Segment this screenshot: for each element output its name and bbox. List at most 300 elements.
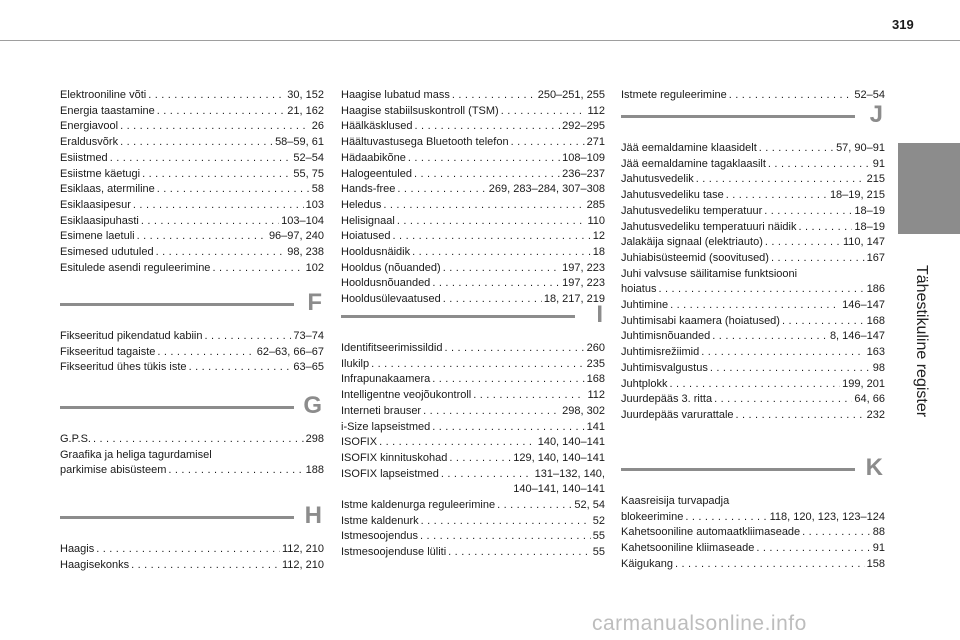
index-entry bbox=[621, 510, 885, 526]
index-entry-term: Intelligentne veojõukontroll bbox=[341, 389, 472, 402]
index-entry-term: G.P.S. bbox=[60, 433, 91, 445]
letter-heading bbox=[60, 289, 324, 325]
index-entry-pages: 62–63, 66–67 bbox=[256, 345, 324, 358]
index-entry-term: Istme kaldenurga reguleerimine bbox=[341, 499, 496, 512]
dot-leader bbox=[782, 314, 865, 330]
index-entry-pages: 250–251, 255 bbox=[537, 89, 605, 101]
index-entry-term: ISOFIX kinnituskohad bbox=[341, 451, 448, 464]
index-entry bbox=[60, 167, 324, 183]
dot-leader bbox=[133, 198, 304, 214]
index-entry-term: Hooldusnõuanded bbox=[341, 277, 431, 290]
dot-leader bbox=[444, 341, 584, 357]
dot-leader bbox=[802, 525, 871, 541]
dot-leader bbox=[710, 361, 871, 377]
dot-leader bbox=[441, 467, 533, 483]
index-entry bbox=[621, 314, 885, 330]
dot-leader bbox=[415, 119, 561, 135]
index-entry bbox=[60, 463, 324, 479]
index-entry-term: Juhiabisüsteemid (soovitused) bbox=[621, 251, 769, 264]
header-rule bbox=[0, 40, 960, 41]
index-entry bbox=[60, 104, 324, 120]
dot-leader bbox=[96, 542, 280, 558]
index-entry-pages: 21, 162 bbox=[287, 104, 324, 117]
index-entry bbox=[341, 276, 605, 292]
index-entry-term: Fikseeritud ühes tükis iste bbox=[60, 361, 187, 374]
index-entry-term: Jalakäija signaal (elektriauto) bbox=[621, 236, 763, 249]
index-entry-pages: 298, 302 bbox=[562, 404, 605, 417]
index-entry-pages: 55, 75 bbox=[293, 167, 324, 180]
index-entry-term: Esimesed udutuled bbox=[60, 246, 154, 259]
heading-rule bbox=[60, 406, 294, 409]
index-entry bbox=[341, 104, 605, 120]
index-entry-term: Hoiatused bbox=[341, 230, 391, 243]
index-entry-pages: 298 bbox=[305, 433, 324, 445]
index-entry-pages: 131–132, 140, bbox=[534, 467, 605, 480]
index-entry-term: Istmesoojendus bbox=[341, 530, 419, 543]
dot-leader bbox=[204, 329, 291, 345]
dot-leader bbox=[432, 420, 584, 436]
index-entry-pages: 58 bbox=[311, 183, 324, 196]
dot-leader bbox=[443, 261, 560, 277]
dot-leader bbox=[421, 514, 591, 530]
dot-leader bbox=[120, 119, 310, 135]
index-entry-term: Fikseeritud pikendatud kabiin bbox=[60, 330, 203, 342]
heading-rule bbox=[621, 115, 855, 118]
index-entry bbox=[341, 245, 605, 261]
index-entry bbox=[341, 261, 605, 277]
index-entry bbox=[341, 420, 605, 436]
index-entry-term: Esitulede asendi reguleerimine bbox=[60, 261, 211, 274]
index-entry bbox=[341, 357, 605, 373]
index-entry bbox=[621, 157, 885, 173]
index-entry bbox=[621, 345, 885, 361]
dot-leader bbox=[157, 182, 310, 198]
index-entry-pages: 52, 54 bbox=[574, 499, 605, 512]
index-entry-term: Jää eemaldamine tagaklaasilt bbox=[621, 157, 766, 170]
index-entry-pages: 64, 66 bbox=[854, 393, 885, 406]
dot-leader bbox=[452, 88, 536, 104]
index-entry-pages: 57, 90–91 bbox=[836, 142, 885, 154]
index-entry bbox=[60, 119, 324, 135]
letter-heading bbox=[621, 101, 885, 137]
dot-leader bbox=[412, 245, 591, 261]
index-entry-term: ISOFIX lapseistmed bbox=[341, 467, 439, 480]
index-entry bbox=[60, 135, 324, 151]
index-entry bbox=[341, 435, 605, 451]
index-entry-pages: 129, 140, 140–141 bbox=[513, 451, 605, 464]
dot-leader bbox=[726, 188, 828, 204]
dot-leader bbox=[156, 245, 286, 261]
index-entry-term: blokeerimine bbox=[621, 510, 684, 523]
index-entry-pages: 103 bbox=[305, 198, 324, 211]
index-entry-pages: 215 bbox=[866, 173, 885, 186]
index-entry-term: Istmete reguleerimine bbox=[621, 89, 727, 101]
index-entry bbox=[621, 361, 885, 377]
index-entry-pages: 58–59, 61 bbox=[275, 136, 324, 149]
index-entry-pages: 88 bbox=[872, 526, 885, 539]
index-entry-term: Esiklaasipuhasti bbox=[60, 214, 139, 227]
index-entry bbox=[60, 151, 324, 167]
dot-leader bbox=[736, 408, 865, 424]
dot-leader bbox=[397, 182, 486, 198]
index-entry-pages: 18–19, 215 bbox=[829, 189, 885, 202]
index-entry-pages: 232 bbox=[866, 408, 885, 421]
index-entry-pages: 103–104 bbox=[281, 214, 324, 227]
index-entry-pages: 96–97, 240 bbox=[268, 230, 324, 243]
index-entry bbox=[621, 408, 885, 424]
dot-leader bbox=[212, 261, 303, 277]
dot-leader bbox=[799, 220, 853, 236]
index-entry-pages: 55 bbox=[592, 546, 605, 559]
index-entry bbox=[621, 251, 885, 267]
index-entry bbox=[621, 329, 885, 345]
index-entry bbox=[621, 172, 885, 188]
index-entry bbox=[621, 377, 885, 393]
index-entry bbox=[621, 298, 885, 314]
index-group-continued bbox=[60, 88, 324, 276]
index-entry bbox=[60, 245, 324, 261]
index-entry bbox=[341, 514, 605, 530]
heading-letter: I bbox=[596, 301, 603, 328]
dot-leader bbox=[408, 151, 560, 167]
page-number: 319 bbox=[892, 17, 914, 32]
index-entry-pages: 168 bbox=[586, 373, 605, 386]
index-entry-term: Istme kaldenurk bbox=[341, 514, 419, 527]
index-entry-term: parkimise abisüsteem bbox=[60, 464, 167, 477]
watermark: carmanualsonline.info bbox=[592, 612, 807, 635]
index-entry-pages: 52 bbox=[592, 514, 605, 527]
index-entry-term: Juurdepääs varurattale bbox=[621, 408, 734, 421]
index-entry-pages: 285 bbox=[586, 198, 605, 211]
index-entry bbox=[621, 220, 885, 236]
index-entry-pages: 271 bbox=[586, 136, 605, 149]
dot-leader bbox=[714, 392, 852, 408]
index-entry-pages: 98, 238 bbox=[287, 246, 324, 259]
dot-leader bbox=[669, 377, 840, 393]
index-group-j bbox=[621, 141, 885, 424]
index-entry-pages: 102 bbox=[305, 261, 324, 274]
index-entry-pages: 91 bbox=[872, 157, 885, 170]
dot-leader bbox=[670, 298, 840, 314]
heading-letter: F bbox=[307, 289, 322, 316]
index-entry-pages: 18 bbox=[592, 246, 605, 259]
index-entry-term: Elektrooniline võti bbox=[60, 89, 147, 101]
heading-rule bbox=[60, 516, 294, 519]
index-entry-term: Esiistmed bbox=[60, 151, 108, 164]
dot-leader bbox=[765, 235, 841, 251]
index-entry-term: Energia taastamine bbox=[60, 104, 155, 117]
dot-leader bbox=[448, 545, 591, 561]
index-entry-pages: 197, 223 bbox=[562, 261, 605, 274]
index-entry-pages: 91 bbox=[872, 542, 885, 555]
index-entry-term: Esiistme käetugi bbox=[60, 167, 141, 180]
index-entry bbox=[621, 541, 885, 557]
index-entry-term: i-Size lapseistmed bbox=[341, 420, 431, 433]
index-entry-pages: 235 bbox=[586, 357, 605, 370]
index-entry bbox=[341, 214, 605, 230]
index-entry bbox=[621, 188, 885, 204]
index-entry-pages: 73–74 bbox=[293, 330, 324, 342]
index-entry-pages: 112, 210 bbox=[281, 558, 324, 571]
index-entry bbox=[60, 88, 324, 104]
dot-leader bbox=[141, 214, 279, 230]
index-entry-pages: 188 bbox=[305, 464, 324, 477]
index-entry bbox=[60, 542, 324, 558]
index-entry bbox=[621, 392, 885, 408]
dot-leader bbox=[379, 435, 536, 451]
index-entry-pages: 30, 152 bbox=[287, 89, 324, 101]
dot-leader bbox=[759, 141, 834, 157]
index-entry-term: Haagis bbox=[60, 543, 95, 555]
heading-letter: H bbox=[304, 502, 322, 529]
index-entry-pages: 52–54 bbox=[854, 89, 885, 101]
index-entry bbox=[341, 451, 605, 467]
dot-leader bbox=[137, 229, 267, 245]
side-title: Tähestikuline register bbox=[913, 265, 930, 418]
index-entry-term: Helisignaal bbox=[341, 214, 395, 227]
index-entry-pages: 140, 140–141 bbox=[537, 436, 605, 449]
index-entry-term: Jahutusvedeliku temperatuur bbox=[621, 204, 763, 217]
dot-leader bbox=[371, 357, 585, 373]
heading-rule bbox=[621, 468, 855, 471]
index-entry-term: Hooldusülevaatused bbox=[341, 293, 441, 306]
index-entry bbox=[341, 372, 605, 388]
index-entry bbox=[341, 467, 605, 483]
index-entry bbox=[60, 261, 324, 277]
index-entry-pages: 110 bbox=[587, 214, 605, 227]
index-entry bbox=[341, 88, 605, 104]
index-entry-term: Jahutusvedelik bbox=[621, 173, 694, 186]
dot-leader bbox=[696, 172, 865, 188]
dot-leader bbox=[768, 157, 871, 173]
index-entry-term: Esiklaasipesur bbox=[60, 198, 131, 211]
index-entry bbox=[60, 432, 324, 448]
index-entry-pages: 108–109 bbox=[562, 151, 605, 164]
dot-leader bbox=[658, 282, 864, 298]
dot-leader bbox=[685, 510, 767, 526]
dot-leader bbox=[756, 541, 870, 557]
index-group-f bbox=[60, 329, 324, 376]
index-entry-term: Hädaabikõne bbox=[341, 151, 406, 164]
index-entry-term: Juhtplokk bbox=[621, 377, 668, 390]
index-group-continued bbox=[341, 88, 605, 308]
dot-leader bbox=[148, 88, 285, 104]
index-entry-pages: 197, 223 bbox=[562, 277, 605, 290]
index-entry-term: Haagisekonks bbox=[60, 558, 130, 571]
index-entry bbox=[341, 135, 605, 151]
index-entry-pages: 236–237 bbox=[562, 167, 605, 180]
index-entry bbox=[60, 360, 324, 376]
index-entry bbox=[341, 182, 605, 198]
index-entry bbox=[341, 404, 605, 420]
dot-leader bbox=[701, 345, 864, 361]
index-entry bbox=[621, 141, 885, 157]
index-entry-term: Esiklaas, atermiline bbox=[60, 183, 155, 196]
dot-leader bbox=[675, 557, 865, 573]
index-entry-term: Hands-free bbox=[341, 183, 396, 196]
index-entry-term: hoiatus bbox=[621, 283, 657, 296]
index-entry-text: Kaasreisija turvapadja bbox=[621, 495, 730, 507]
index-entry-pages: 199, 201 bbox=[842, 377, 885, 390]
index-entry-pages: 18–19 bbox=[854, 204, 885, 217]
index-entry-pages: 98 bbox=[872, 361, 885, 374]
index-entry bbox=[621, 557, 885, 573]
heading-letter: G bbox=[303, 392, 322, 419]
index-entry-term: Juhtimisrežiimid bbox=[621, 346, 700, 359]
dot-leader bbox=[501, 104, 586, 120]
index-entry bbox=[621, 282, 885, 298]
index-entry-pages: 158 bbox=[866, 557, 885, 570]
dot-leader bbox=[449, 451, 511, 467]
index-entry-term: Jää eemaldamine klaasidelt bbox=[621, 142, 757, 154]
index-entry-term: Infrapunakaamera bbox=[341, 373, 431, 386]
index-entry-term: Interneti brauser bbox=[341, 404, 422, 417]
index-entry-pages: 112 bbox=[587, 104, 605, 117]
index-entry-term: Juhtimisnõuanded bbox=[621, 330, 711, 343]
index-entry bbox=[341, 167, 605, 183]
letter-heading bbox=[60, 502, 324, 538]
index-entry bbox=[341, 198, 605, 214]
index-entry-term: ISOFIX bbox=[341, 436, 378, 449]
dot-leader bbox=[189, 360, 292, 376]
dot-leader bbox=[473, 388, 585, 404]
index-entry bbox=[60, 229, 324, 245]
index-entry bbox=[60, 182, 324, 198]
dot-leader bbox=[432, 372, 584, 388]
index-entry bbox=[60, 558, 324, 574]
index-entry-term: Kahetsooniline automaatkliimaseade bbox=[621, 526, 801, 539]
index-entry bbox=[621, 204, 885, 220]
dot-leader bbox=[420, 529, 591, 545]
index-entry-pages: 52–54 bbox=[293, 151, 324, 164]
index-entry-term: Eraldusvõrk bbox=[60, 136, 119, 149]
letter-heading bbox=[621, 454, 885, 490]
index-entry bbox=[60, 345, 324, 361]
index-entry-term: Hooldusnäidik bbox=[341, 246, 411, 259]
index-entry-pages: 260 bbox=[586, 342, 605, 354]
index-entry-term: Ilukilp bbox=[341, 357, 370, 370]
dot-leader bbox=[383, 198, 584, 214]
index-group-i bbox=[341, 341, 605, 561]
dot-leader bbox=[712, 329, 828, 345]
index-entry-term: Fikseeritud tagaiste bbox=[60, 345, 156, 358]
dot-leader bbox=[168, 463, 303, 479]
index-entry-term: Kahetsooniline kliimaseade bbox=[621, 542, 755, 555]
index-group-k bbox=[621, 494, 885, 573]
dot-leader bbox=[764, 204, 852, 220]
index-entry-pages: 18, 217, 219 bbox=[543, 293, 605, 306]
index-entry-term: Juhtimisvalgustus bbox=[621, 361, 708, 374]
dot-leader bbox=[93, 432, 304, 448]
index-entry-pages: 141 bbox=[586, 420, 605, 433]
dot-leader bbox=[110, 151, 292, 167]
index-entry bbox=[341, 498, 605, 514]
index-entry-pages: 118, 120, 123, 123–124 bbox=[769, 510, 885, 523]
index-entry-term: Istmesoojenduse lüliti bbox=[341, 546, 447, 559]
index-entry-term: Jahutusvedeliku temperatuuri näidik bbox=[621, 220, 797, 233]
dot-leader bbox=[131, 558, 280, 574]
index-entry-pages: 292–295 bbox=[562, 120, 605, 133]
index-entry-pages: 167 bbox=[866, 251, 885, 264]
index-entry bbox=[341, 119, 605, 135]
index-entry-term: Esimene laetuli bbox=[60, 230, 135, 243]
index-entry-term: Juhtimine bbox=[621, 299, 669, 312]
dot-leader bbox=[393, 229, 591, 245]
index-entry-term: Juhtimisabi kaamera (hoiatused) bbox=[621, 314, 780, 327]
index-entry bbox=[341, 529, 605, 545]
index-entry-term: Identifitseerimissildid bbox=[341, 342, 443, 354]
index-entry-pages: 8, 146–147 bbox=[829, 330, 885, 343]
index-entry-term: Heledus bbox=[341, 198, 382, 211]
index-entry bbox=[341, 341, 605, 357]
index-entry-text: Graafika ja heliga tagurdamisel bbox=[60, 448, 212, 461]
index-entry-pages: 112 bbox=[587, 389, 605, 402]
index-entry-term: Käigukang bbox=[621, 557, 673, 570]
dot-leader bbox=[397, 214, 586, 230]
index-entry-term: Halogeentuled bbox=[341, 167, 412, 180]
index-entry bbox=[621, 525, 885, 541]
index-entry-pages: 112, 210 bbox=[281, 543, 324, 555]
dot-leader bbox=[497, 498, 572, 514]
index-entry-term: Haagise stabiilsuskontroll (TSM) bbox=[341, 104, 499, 117]
index-group-g bbox=[60, 432, 324, 479]
index-entry-pages: 55 bbox=[592, 530, 605, 543]
index-entry bbox=[341, 151, 605, 167]
index-entry-term: Energiavool bbox=[60, 120, 119, 133]
index-entry bbox=[60, 329, 324, 345]
index-entry-term: Juurdepääs 3. ritta bbox=[621, 393, 713, 406]
index-entry bbox=[341, 545, 605, 561]
index-entry-term: Häältuvastusega Bluetooth telefon bbox=[341, 136, 509, 149]
index-entry-pages: 146–147 bbox=[842, 299, 885, 312]
index-entry-pages: 186 bbox=[866, 283, 885, 296]
index-entry-term: Häälkäsklused bbox=[341, 120, 413, 133]
index-entry-pages: 163 bbox=[866, 346, 885, 359]
dot-leader bbox=[142, 167, 291, 183]
heading-letter: J bbox=[869, 101, 883, 128]
dot-leader bbox=[511, 135, 585, 151]
index-entry bbox=[341, 229, 605, 245]
index-entry-pages: 269, 283–284, 307–308 bbox=[488, 183, 605, 196]
heading-letter: K bbox=[865, 454, 883, 481]
index-entry-term: Jahutusvedeliku tase bbox=[621, 189, 724, 202]
dot-leader bbox=[423, 404, 560, 420]
section-tab bbox=[898, 143, 960, 234]
heading-rule bbox=[60, 303, 294, 306]
heading-rule bbox=[341, 315, 575, 318]
index-entry-pages: 26 bbox=[311, 120, 324, 133]
index-entry-term: Hooldus (nõuanded) bbox=[341, 261, 441, 274]
dot-leader bbox=[414, 167, 560, 183]
dot-leader bbox=[157, 104, 286, 120]
dot-leader bbox=[120, 135, 273, 151]
index-entry bbox=[60, 198, 324, 214]
index-entry-pages: 18–19 bbox=[854, 220, 885, 233]
index-entry-text: Juhi valvsuse säilitamise funktsiooni bbox=[621, 267, 798, 280]
index-group-h bbox=[60, 542, 324, 573]
index-entry-pages: 110, 147 bbox=[842, 236, 885, 249]
dot-leader bbox=[771, 251, 865, 267]
index-entry-pages: 63–65 bbox=[293, 361, 324, 374]
index-entry bbox=[621, 235, 885, 251]
index-entry bbox=[341, 388, 605, 404]
letter-heading bbox=[341, 301, 605, 337]
index-entry-pages-continued: 140–141, 140–141 bbox=[513, 483, 605, 496]
dot-leader bbox=[432, 276, 560, 292]
letter-heading bbox=[60, 392, 324, 428]
index-entry-term: Haagise lubatud mass bbox=[341, 89, 450, 101]
index-entry-pages: 168 bbox=[866, 314, 885, 327]
